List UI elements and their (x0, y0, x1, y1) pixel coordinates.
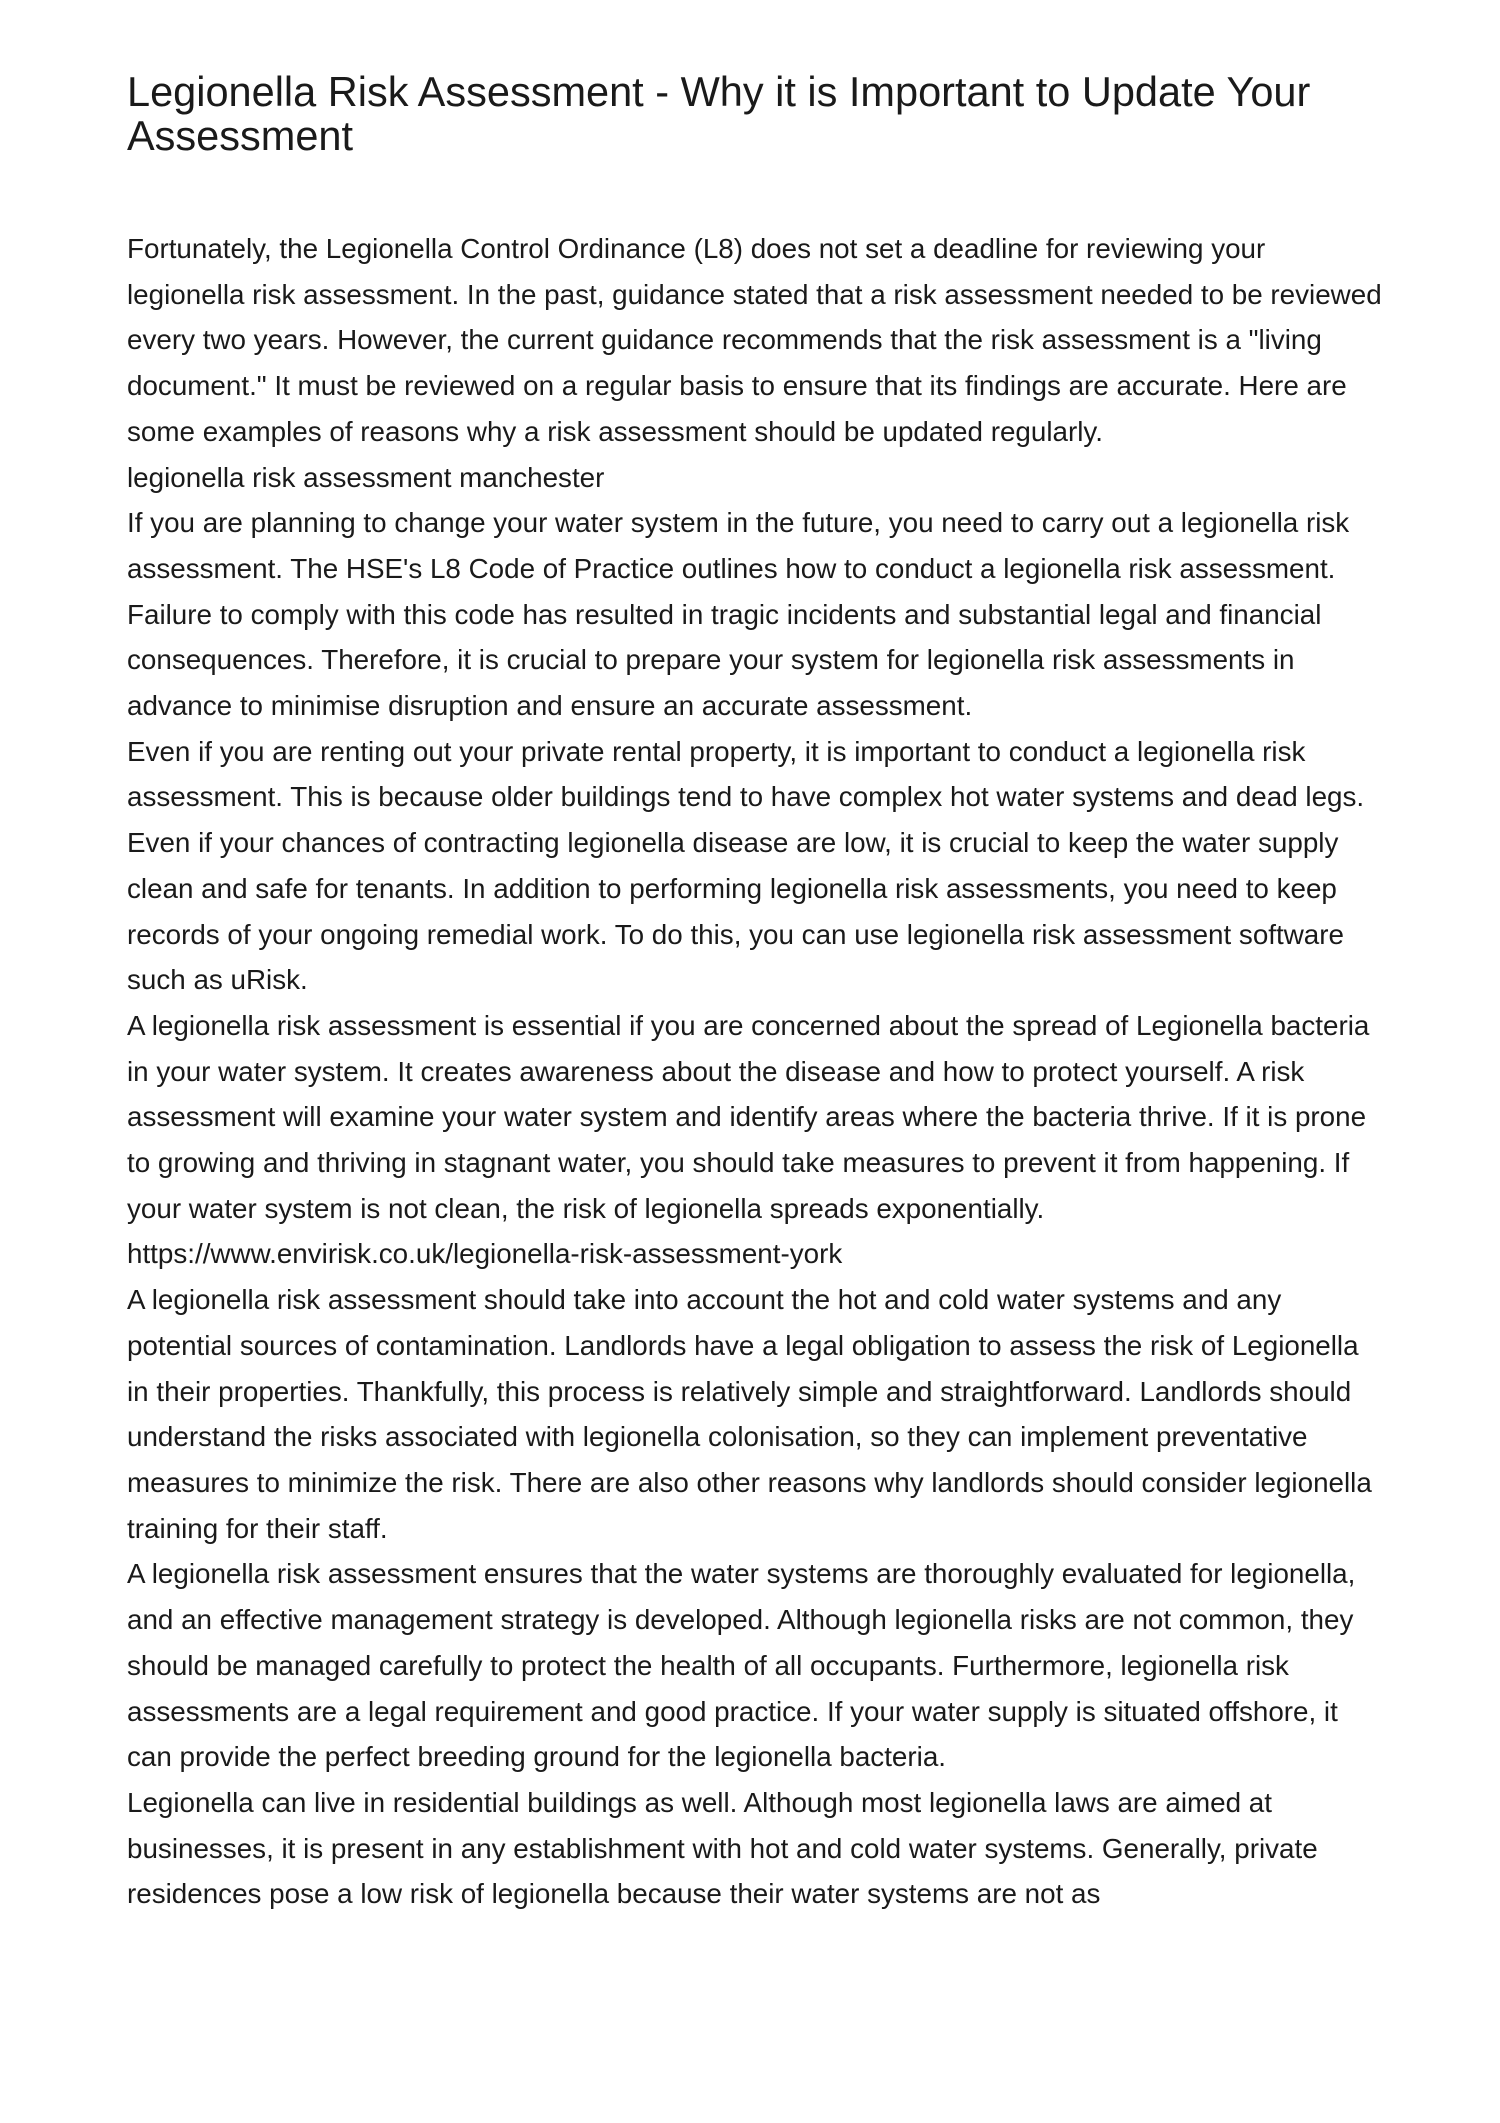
paragraph-residential: Legionella can live in residential buildings as well. Although most legionella laws are aimed at businesses, it is present in any establishment with hot and cold water systems. Generally, private residences pose a low risk of legionella because their water systems are not as (127, 1786, 1318, 1910)
paragraph-intro: Fortunately, the Legionella Control Ordinance (L8) does not set a deadline for reviewing your legionella risk assessment. In the past, guidance stated that a risk assessment needed to be reviewed every two years. However, the current guidance recommends that the risk assessment is a "living document." It must be reviewed on a regular basis to ensure that its findings are accurate. Here are some examples of reasons why a risk assessment should be updated regularly. (127, 233, 1382, 447)
link-text-manchester: legionella risk assessment manchester (127, 461, 605, 493)
document-body (127, 226, 1387, 1917)
paragraph-landlords: A legionella risk assessment should take into account the hot and cold water systems and any potential sources of contamination. Landlords have a legal obligation to assess the risk of Legionella in their properties. Thankfully, this process is relatively simple and straightforward. Landlords should understand the risks associated with legionella colonisation, so they can implement preventative measures to minimize the risk. There are also other reasons why landlords should consider legionella training for their staff. (127, 1284, 1372, 1544)
paragraph-water-system-change: If you are planning to change your water system in the future, you need to carry out a legionella risk assessment. The HSE's L8 Code of Practice outlines how to conduct a legionella risk assessment. Failure to comply with this code has resulted in tragic incidents and substantial legal and financial consequences. Therefore, it is crucial to prepare your system for legionella risk assessments in advance to minimise disruption and ensure an accurate assessment. (127, 507, 1350, 722)
document-title: Legionella Risk Assessment - Why it is Important to Update Your Assessment (127, 68, 1311, 159)
paragraph-rental-property: Even if you are renting out your private rental property, it is important to conduct a legionella risk assessment. This is because older buildings tend to have complex hot water systems and dead legs. Even if your chances of contracting legionella disease are low, it is crucial to keep the water supply clean and safe for tenants. In addition to performing legionella risk assessments, you need to keep records of your ongoing remedial work. To do this, you can use legionella risk assessment software such as uRisk. (127, 735, 1365, 996)
document-page (127, 0, 1387, 1917)
url-text-york: https://www.envirisk.co.uk/legionella-risk-assessment-york (127, 1238, 843, 1270)
paragraph-management-strategy: A legionella risk assessment ensures that the water systems are thoroughly evaluated for legionella, and an effective management strategy is developed. Although legionella risks are not common, they should be managed carefully to protect the health of all occupants. Furthermore, legionella risk assessments are a legal requirement and good practice. If your water supply is situated offshore, it can provide the perfect breeding ground for the legionella bacteria. (127, 1558, 1356, 1773)
paragraph-bacteria-spread: A legionella risk assessment is essential if you are concerned about the spread of Legionella bacteria in your water system. It creates awareness about the disease and how to protect yourself. A risk assessment will examine your water system and identify areas where the bacteria thrive. If it is prone to growing and thriving in stagnant water, you should take measures to prevent it from happening. If your water system is not clean, the risk of legionella spreads exponentially. (127, 1009, 1370, 1224)
